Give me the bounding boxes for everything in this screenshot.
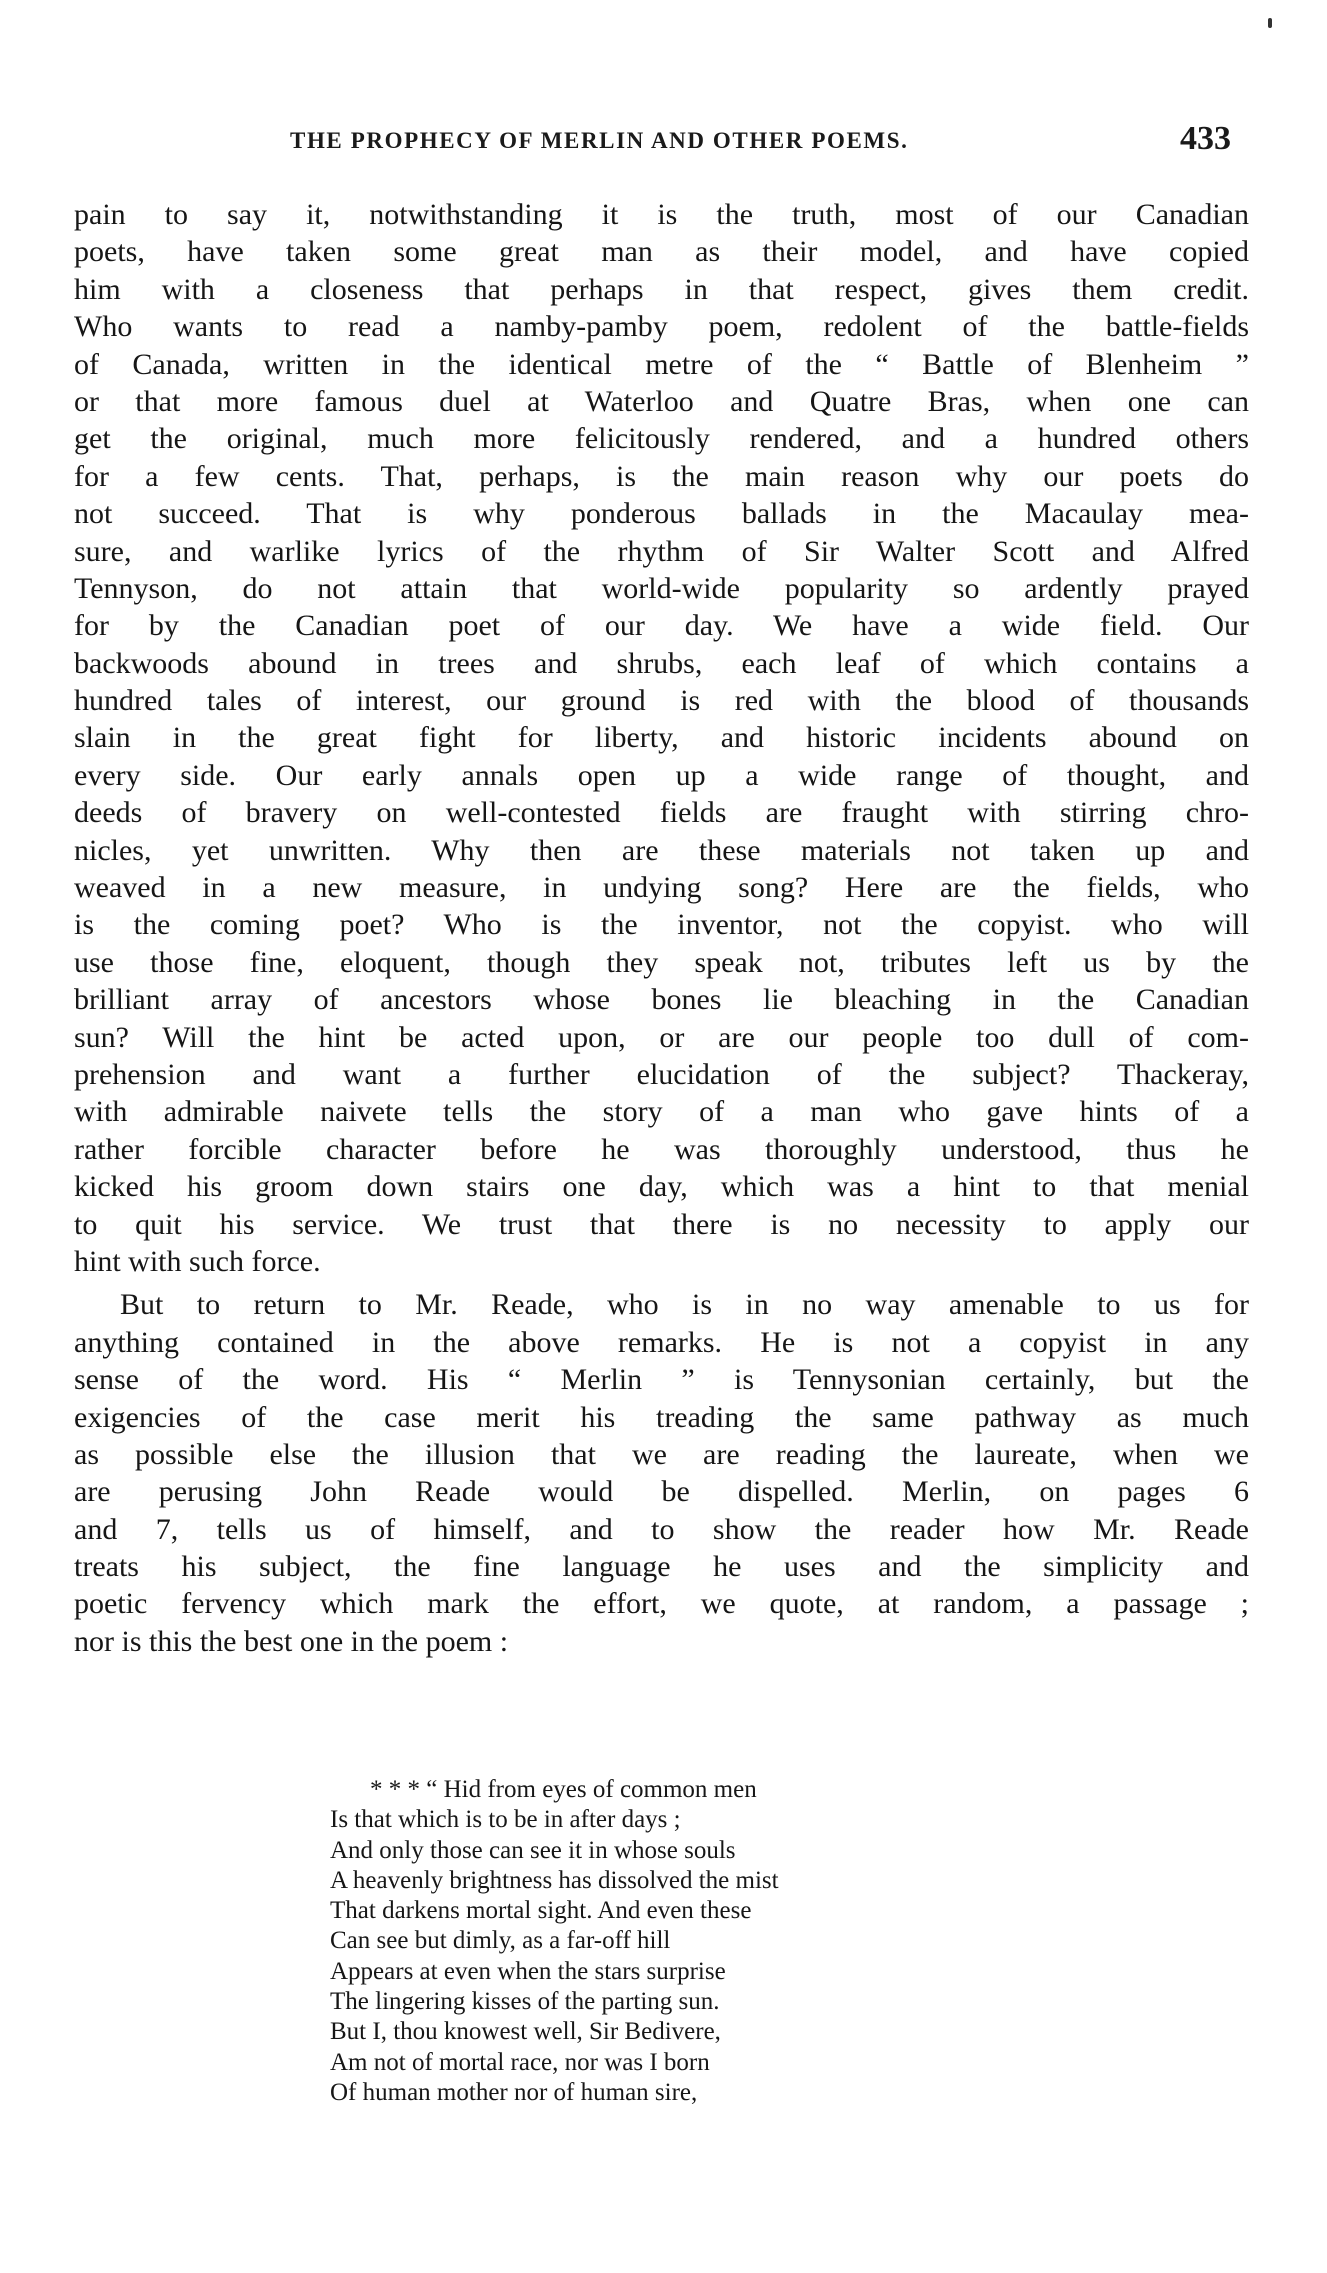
text-line: poetic fervency which mark the effort, we quote, at random, a passage ; <box>74 1587 1249 1621</box>
ink-speck <box>1268 18 1272 28</box>
text-line: nicles, yet unwritten. Why then are these materials not taken up and <box>74 833 1249 867</box>
text-line: nor is this the best one in the poem : <box>74 1624 509 1658</box>
text-line: him with a closeness that perhaps in that respect, gives them credit. <box>74 272 1249 306</box>
text-line: sun? Will the hint be acted upon, or are our people too dull of com- <box>74 1020 1249 1054</box>
text-line: hint with such force. <box>74 1244 321 1278</box>
text-line: sure, and warlike lyrics of the rhythm of Sir Walter Scott and Alfred <box>74 534 1249 568</box>
poem-line: Am not of mortal race, nor was I born <box>330 2048 710 2076</box>
paragraph-2 <box>74 1286 1249 1660</box>
text-line: get the original, much more felicitously rendered, and a hundred others <box>74 422 1249 456</box>
poem-line: The lingering kisses of the parting sun. <box>330 1988 720 2016</box>
text-line: and 7, tells us of himself, and to show the reader how Mr. Reade <box>74 1512 1249 1546</box>
text-line: not succeed. That is why ponderous ballads in the Macaulay mea- <box>74 497 1249 531</box>
text-line: with admirable naivete tells the story of a man who gave hints of a <box>74 1095 1249 1129</box>
text-line: slain in the great fight for liberty, and historic incidents abound on <box>74 721 1249 755</box>
running-head: THE PROPHECY OF MERLIN AND OTHER POEMS. <box>290 128 909 153</box>
text-line: kicked his groom down stairs one day, which was a hint to that menial <box>74 1170 1249 1204</box>
text-line: brilliant array of ancestors whose bones lie bleaching in the Canadian <box>74 983 1249 1017</box>
text-line: for a few cents. That, perhaps, is the main reason why our poets do <box>74 459 1249 493</box>
text-line: backwoods abound in trees and shrubs, each leaf of which contains a <box>74 646 1249 680</box>
text-line: sense of the word. His “ Merlin ” is Tennysonian certainly, but the <box>74 1363 1249 1397</box>
body-text <box>74 196 1249 1660</box>
text-line: pain to say it, notwithstanding it is the truth, most of our Canadian <box>74 198 1249 231</box>
text-line: every side. Our early annals open up a wide range of thought, and <box>74 758 1249 792</box>
text-line: rather forcible character before he was thoroughly understood, thus he <box>74 1132 1249 1166</box>
poem-line: Is that which is to be in after days ; <box>330 1806 681 1834</box>
poem-line: Can see but dimly, as a far-off hill <box>330 1927 671 1955</box>
text-line: hundred tales of interest, our ground is red with the blood of thousands <box>74 684 1249 718</box>
text-line: or that more famous duel at Waterloo and Quatre Bras, when one can <box>74 384 1249 418</box>
poem-line: Of human mother nor of human sire, <box>330 2078 698 2106</box>
text-line: of Canada, written in the identical metre of the “ Battle of Blenheim ” <box>74 347 1249 381</box>
text-line: anything contained in the above remarks. He is not a copyist in any <box>74 1325 1249 1359</box>
poem-line: * * * “ Hid from eyes of common men <box>370 1776 757 1803</box>
text-line: are perusing John Reade would be dispelled. Merlin, on pages 6 <box>74 1475 1249 1509</box>
text-line: exigencies of the case merit his treading the same pathway as much <box>74 1400 1249 1434</box>
page-number: 433 <box>1180 120 1231 157</box>
poem-quotation <box>330 1775 1060 2108</box>
text-line: as possible else the illusion that we are reading the laureate, when we <box>74 1437 1249 1471</box>
text-line: deeds of bravery on well-contested fields are fraught with stirring chro- <box>74 796 1249 830</box>
text-line: for by the Canadian poet of our day. We have a wide field. Our <box>74 609 1249 643</box>
text-line: weaved in a new measure, in undying song? Here are the fields, who <box>74 871 1249 905</box>
text-line: Who wants to read a namby-pamby poem, redolent of the battle-fields <box>74 310 1249 344</box>
poem-line: That darkens mortal sight. And even these <box>330 1897 752 1925</box>
text-line: to quit his service. We trust that there is no necessity to apply our <box>74 1207 1249 1241</box>
text-line: Tennyson, do not attain that world-wide popularity so ardently prayed <box>74 571 1249 605</box>
text-line: prehension and want a further elucidation of the subject? Thackeray, <box>74 1057 1249 1091</box>
poem-line: Appears at even when the stars surprise <box>330 1957 726 1985</box>
text-line: is the coming poet? Who is the inventor, not the copyist. who will <box>74 908 1249 942</box>
text-line: But to return to Mr. Reade, who is in no way amenable to us for <box>120 1288 1249 1322</box>
poem-line: A heavenly brightness has dissolved the mist <box>330 1866 779 1894</box>
poem-line: But I, thou knowest well, Sir Bedivere, <box>330 2018 721 2046</box>
poem-line: And only those can see it in whose souls <box>330 1836 736 1864</box>
text-line: treats his subject, the fine language he uses and the simplicity and <box>74 1550 1249 1584</box>
text-line: use those fine, eloquent, though they speak not, tributes left us by the <box>74 945 1249 979</box>
paragraph-1 <box>74 196 1249 1280</box>
text-line: poets, have taken some great man as their model, and have copied <box>74 235 1249 269</box>
